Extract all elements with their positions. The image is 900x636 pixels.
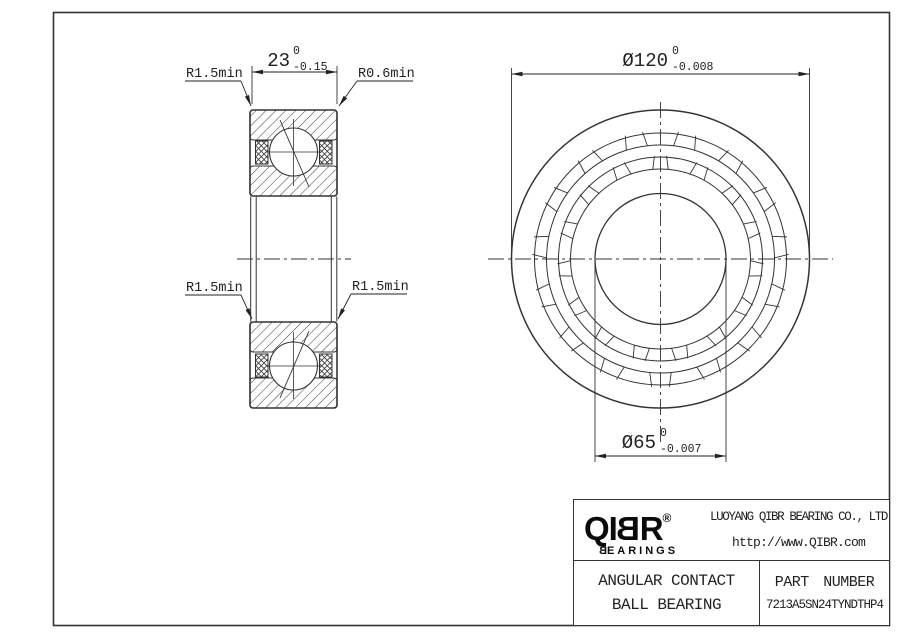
logo-wordmark bbox=[584, 503, 708, 547]
title-block-header-row bbox=[574, 500, 889, 561]
bore-tol-lower: -0.007 bbox=[660, 443, 702, 456]
company-info bbox=[708, 500, 889, 560]
width-dimension bbox=[252, 45, 337, 104]
qibr-logo bbox=[574, 503, 708, 557]
radius-label-mid-right: R1.5min bbox=[352, 280, 409, 295]
logo-text: R bbox=[639, 510, 663, 547]
title-block bbox=[573, 499, 890, 626]
product-type-line1: ANGULAR CONTACT bbox=[598, 572, 735, 591]
company-name: LUOYANG QIBR BEARING CO., LTD bbox=[710, 510, 887, 525]
title-block-detail-row bbox=[574, 561, 889, 625]
radius-label-mid-left: R1.5min bbox=[186, 281, 243, 296]
logo-subtitle bbox=[584, 545, 708, 557]
part-number-value: 7213A5SN24TYNDTHP4 bbox=[765, 598, 884, 612]
cage-right bbox=[320, 354, 333, 377]
company-website: http://www.QIBR.com bbox=[731, 534, 866, 550]
bore-value: Ø65 bbox=[621, 432, 656, 454]
cage-left bbox=[256, 141, 269, 164]
registered-trademark-icon: ® bbox=[662, 511, 672, 525]
width-tol-lower: -0.15 bbox=[293, 61, 328, 74]
logo-sub-text: EARINGS bbox=[606, 545, 679, 557]
logo-text: QI bbox=[584, 510, 617, 547]
radius-label-top-right: R0.6min bbox=[358, 67, 415, 82]
product-type-line2: BALL BEARING bbox=[611, 595, 722, 614]
product-type-cell bbox=[574, 561, 760, 625]
side-section-view bbox=[185, 45, 415, 408]
leader-line bbox=[339, 81, 357, 106]
front-view bbox=[488, 45, 833, 462]
part-number-label: PART NUMBER bbox=[774, 574, 875, 591]
width-value: 23 bbox=[267, 50, 290, 72]
part-number-cell bbox=[760, 561, 889, 625]
logo-text-flipped-b: B bbox=[616, 510, 640, 547]
cage-left bbox=[256, 354, 269, 377]
cage-right bbox=[320, 141, 333, 164]
lower-ring-section bbox=[250, 322, 337, 408]
leader-line bbox=[241, 81, 251, 106]
od-tol-lower: -0.008 bbox=[672, 61, 714, 74]
od-value: Ø120 bbox=[622, 50, 668, 72]
leader-line bbox=[338, 294, 351, 319]
logo-sub-flipped-b: B bbox=[596, 545, 607, 557]
od-tol-upper: 0 bbox=[672, 45, 679, 58]
bore-tol-upper: 0 bbox=[660, 427, 667, 440]
radius-label-top-left: R1.5min bbox=[186, 67, 243, 82]
width-tol-upper: 0 bbox=[293, 45, 300, 58]
upper-ring-section bbox=[250, 110, 337, 196]
